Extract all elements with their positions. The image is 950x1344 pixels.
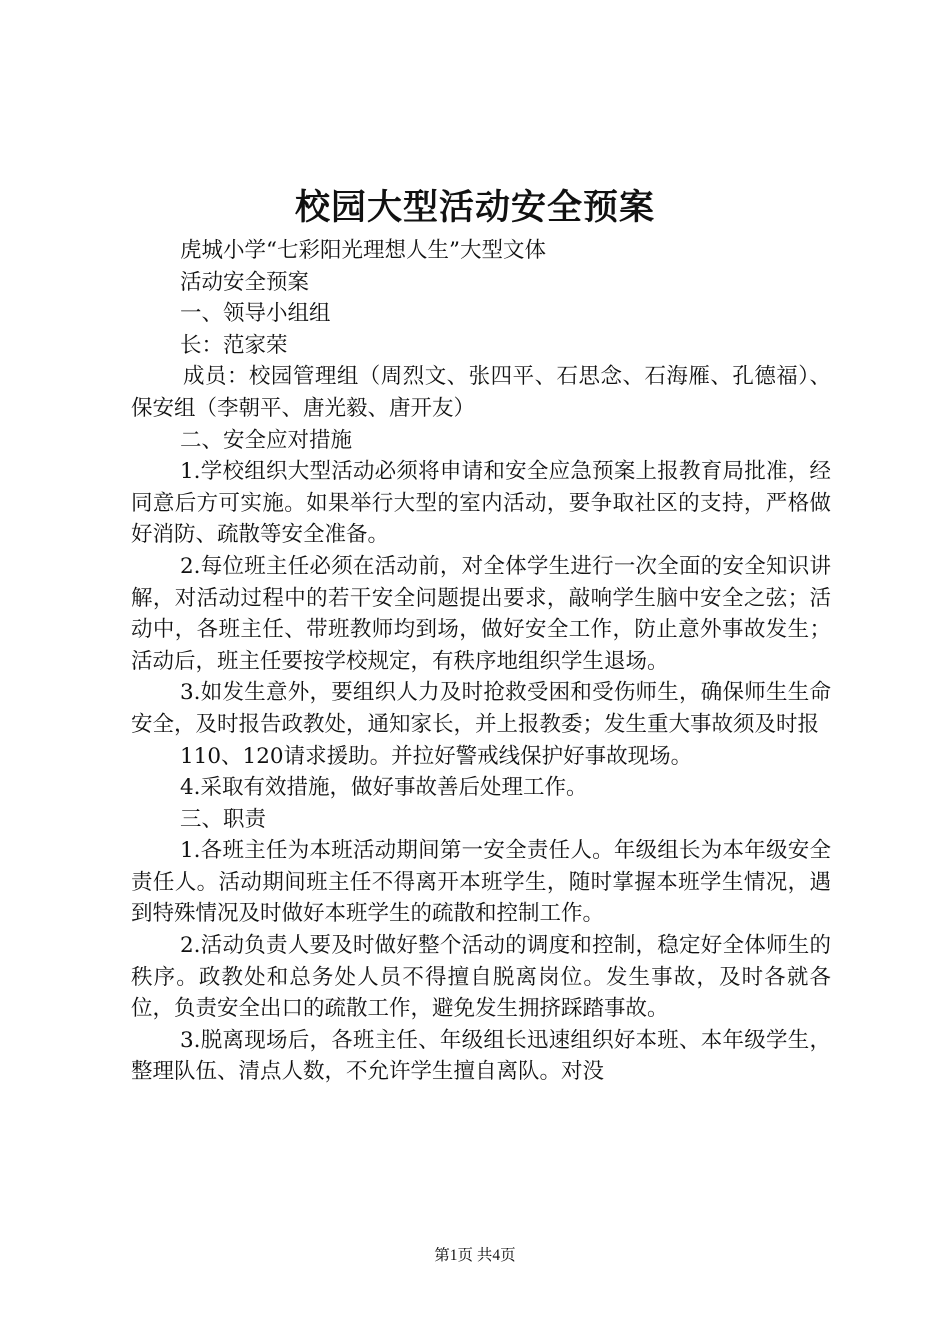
section-heading-duties: 三、职责	[180, 806, 267, 832]
document-title: 校园大型活动安全预案	[294, 187, 655, 228]
section-heading-leadership: 一、领导小组组	[180, 301, 331, 327]
section-heading-measures: 二、安全应对措施	[180, 427, 353, 453]
paragraph-measure-1: 1.学校组织大型活动必须将申请和安全应急预案上报教育局批准，经同意后方可实施。如果举行大型的室内活动，要争取社区的支持，严格做好消防、疏散等安全准备。	[131, 459, 831, 548]
paragraph-duty-1: 1.各班主任为本班活动期间第一安全责任人。年级组长为本年级安全责任人。活动期间班主任不得离开本班学生，随时掌握本班学生情况，遇到特殊情况及时做好本班学生的疏散和控制工作。	[131, 838, 831, 927]
paragraph-intro-line1: 虎城小学“七彩阳光理想人生”大型文体	[180, 238, 546, 263]
paragraph-members: 成员：校园管理组（周烈文、张四平、石思念、石海雁、孔德福）、保安组（李朝平、唐光毅、唐开友）	[131, 364, 831, 421]
paragraph-intro-line2: 活动安全预案	[180, 269, 310, 295]
page-footer: 第1页 共4页	[434, 1247, 516, 1264]
document-body	[131, 235, 831, 1088]
paragraph-measure-4: 4.采取有效措施，做好事故善后处理工作。	[180, 775, 588, 801]
paragraph-duty-3: 3.脱离现场后，各班主任、年级组长迅速组织好本班、本年级学生，整理队伍、清点人数，不允许学生擅自离队。对没	[131, 1027, 831, 1085]
paragraph-measure-2: 2.每位班主任必须在活动前，对全体学生进行一次全面的安全知识讲解，对活动过程中的若干安全问题提出要求，敲响学生脑中安全之弦；活动中，各班主任、带班教师均到场，做好安全工作，防止意外事故发生；活动后，班主任要按学校规定，有秩序地组织学生退场。	[131, 553, 831, 674]
paragraph-measure-3-cont: 110、120请求援助。并拉好警戒线保护好事故现场。	[180, 743, 693, 769]
paragraph-duty-2: 2.活动负责人要及时做好整个活动的调度和控制，稳定好全体师生的秩序。政教处和总务处人员不得擅自脱离岗位。发生事故，及时各就各位，负责安全出口的疏散工作，避免发生拥挤踩踏事故。	[131, 933, 831, 1022]
paragraph-leader: 长：范家荣	[180, 332, 288, 358]
paragraph-measure-3: 3.如发生意外，要组织人力及时抢救受困和受伤师生，确保师生生命安全，及时报告政教处，通知家长，并上报教委；发生重大事故须及时报	[131, 680, 831, 737]
